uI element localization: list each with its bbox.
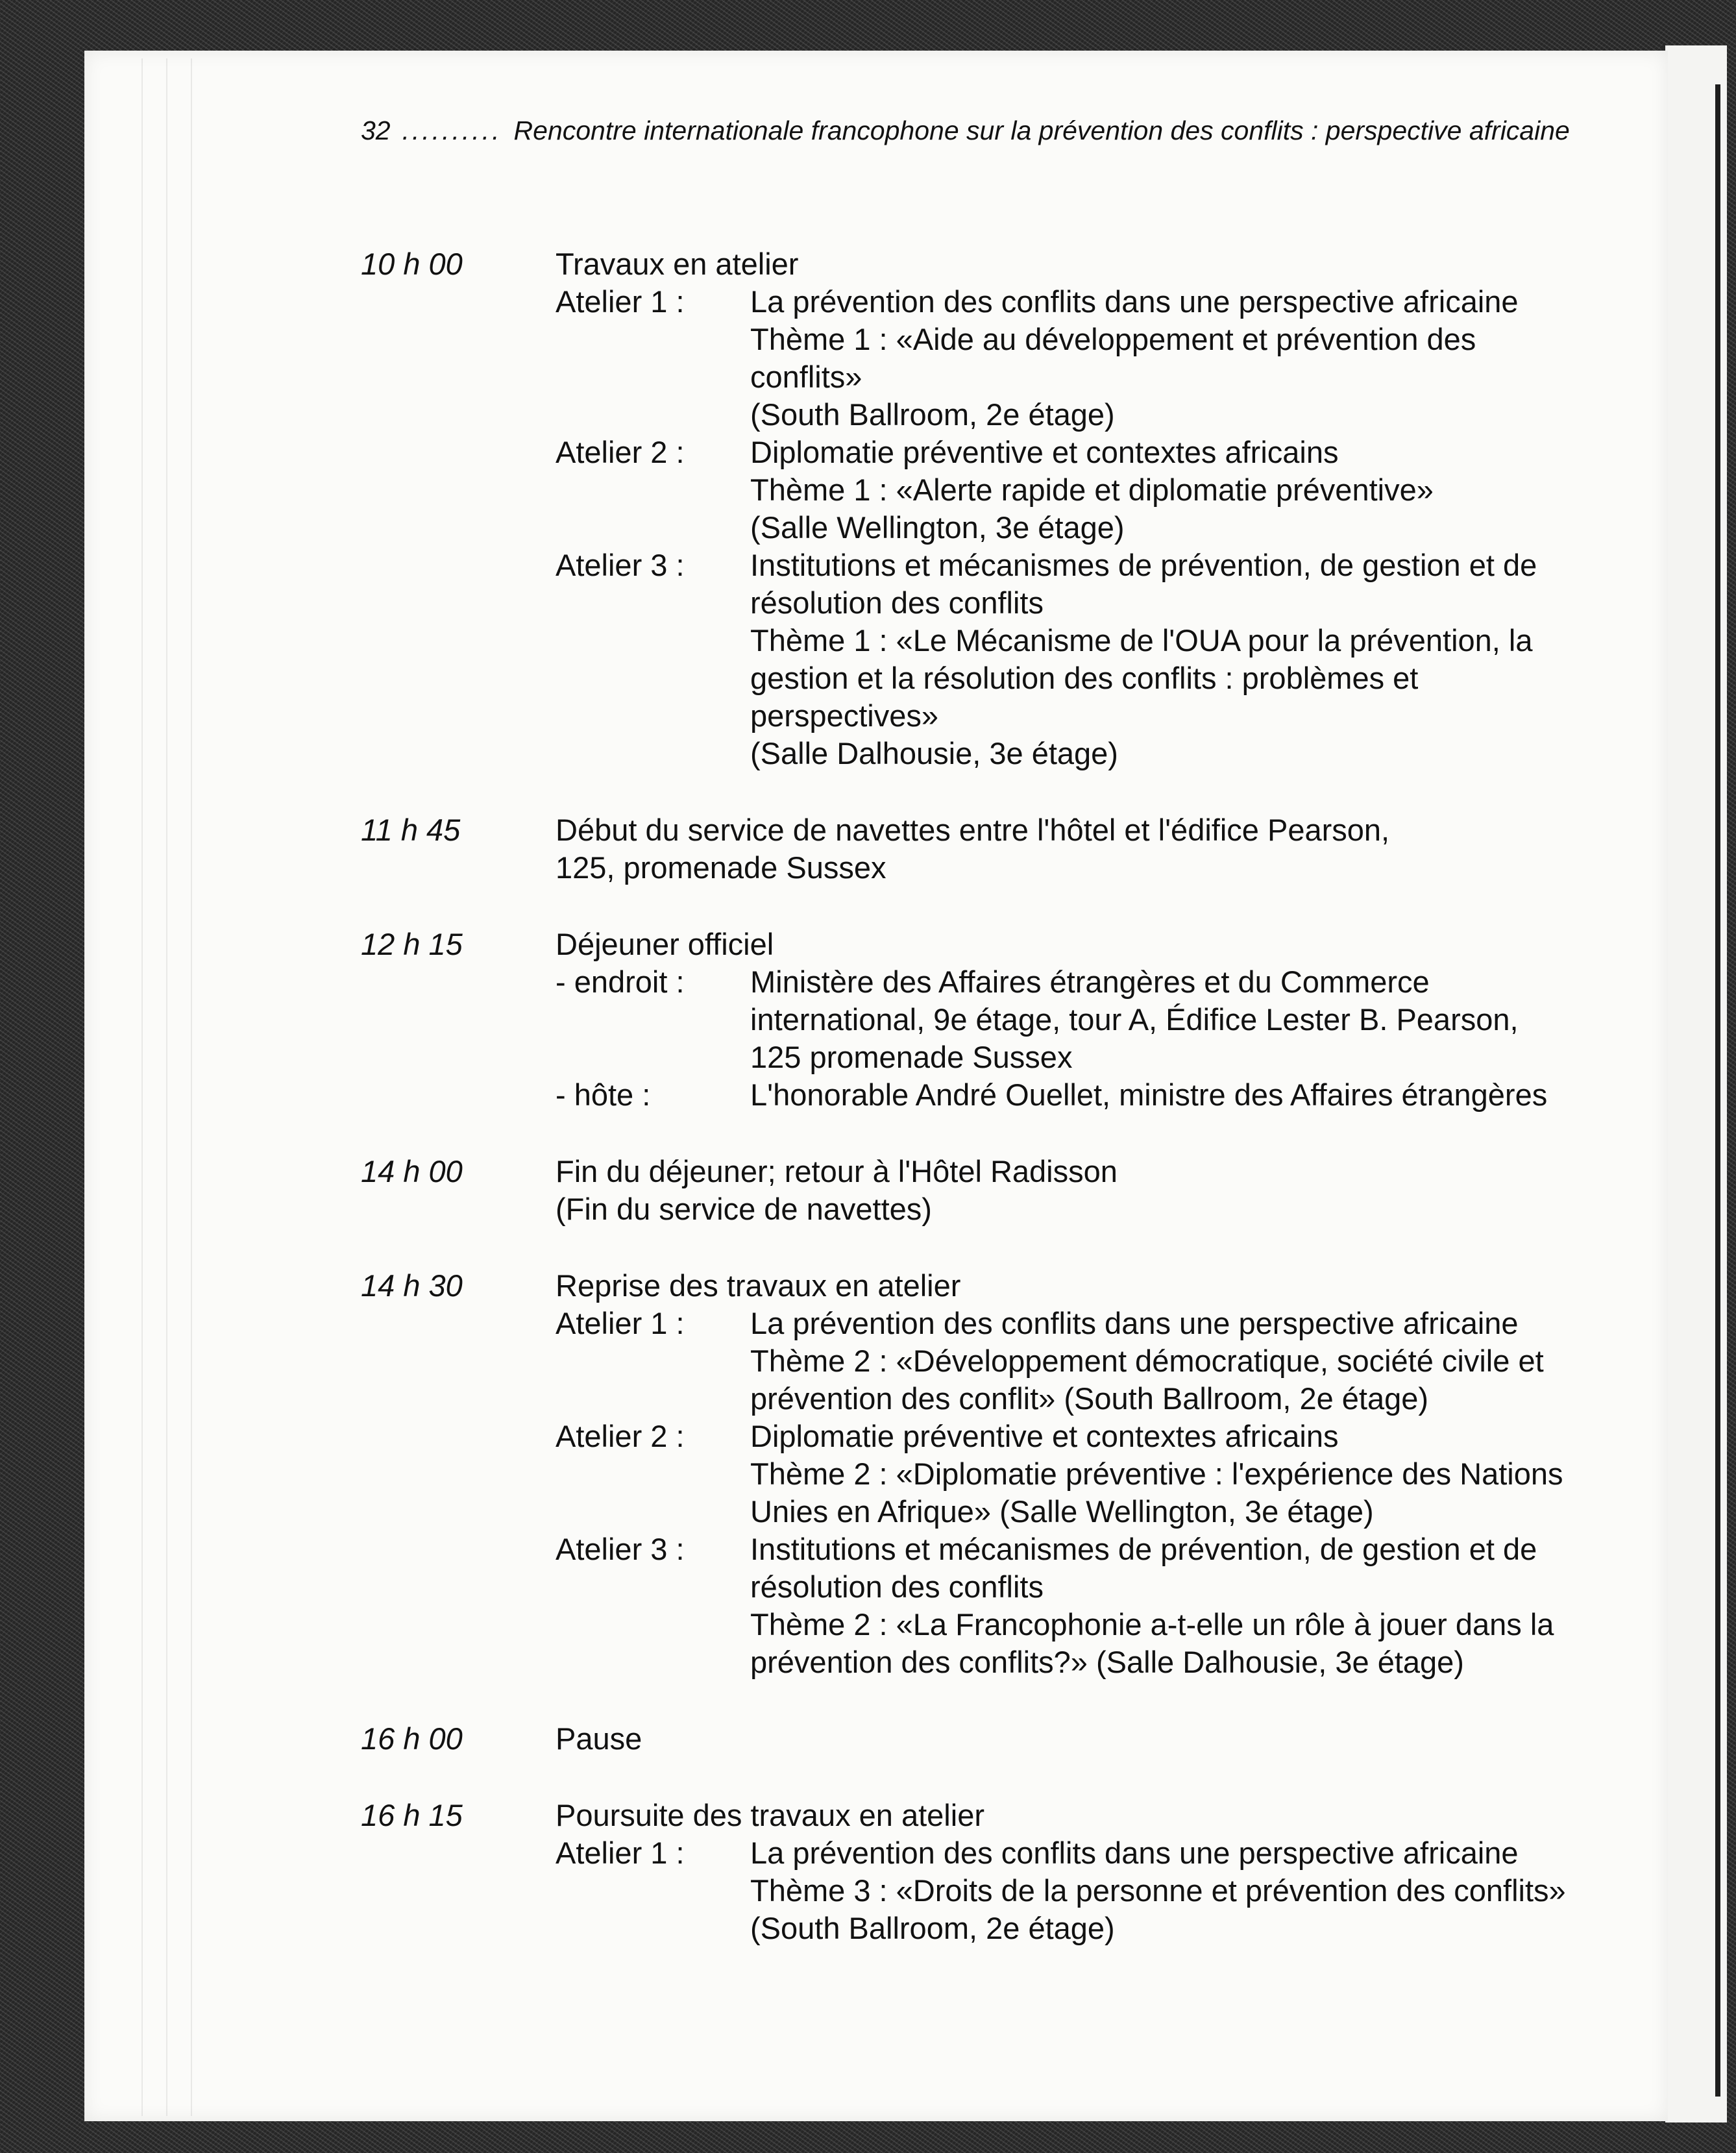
entry-title: Déjeuner officiel <box>556 927 774 961</box>
entry-time: 14 h 30 <box>361 1268 463 1303</box>
item-line: gestion et la résolution des conflits : problèmes et <box>750 661 1419 695</box>
entry-item <box>556 963 1646 1076</box>
item-line: (South Ballroom, 2e étage) <box>750 1911 1115 1945</box>
item-line: L'honorable André Ouellet, ministre des Affaires étrangères <box>750 1077 1548 1112</box>
entry-title: Travaux en atelier <box>556 247 799 281</box>
entry-time: 10 h 00 <box>361 247 463 281</box>
item-line: Ministère des Affaires étrangères et du Commerce <box>750 965 1430 999</box>
header-dots: .......... <box>402 116 502 145</box>
entry-time: 14 h 00 <box>361 1154 463 1188</box>
item-line: résolution des conflits <box>750 585 1044 620</box>
item-line: Unies en Afrique» (Salle Wellington, 3e étage) <box>750 1494 1374 1529</box>
schedule-entry <box>361 1720 1646 1758</box>
entry-body <box>556 1797 1646 1947</box>
page-number: 32 <box>361 116 391 145</box>
item-line: La prévention des conflits dans une perspective africaine <box>750 1836 1519 1870</box>
running-header <box>361 116 1646 146</box>
item-lines <box>750 547 1646 772</box>
item-lines <box>750 1305 1646 1418</box>
entry-time: 16 h 15 <box>361 1798 463 1832</box>
entry-body <box>556 926 1646 1114</box>
item-lines <box>750 1834 1646 1947</box>
entry-title: Fin du déjeuner; retour à l'Hôtel Radisson <box>556 1154 1118 1188</box>
item-line: Diplomatie préventive et contextes africains <box>750 435 1339 469</box>
schedule-entry <box>361 1153 1646 1228</box>
entry-item <box>556 1418 1646 1531</box>
item-label: Atelier 2 : <box>556 435 685 469</box>
entry-item <box>556 1834 1646 1947</box>
entry-item <box>556 1076 1646 1114</box>
entry-item <box>556 1305 1646 1418</box>
entry-title: Début du service de navettes entre l'hôtel et l'édifice Pearson, <box>556 813 1390 847</box>
entry-time: 16 h 00 <box>361 1721 463 1756</box>
entry-item <box>556 434 1646 547</box>
item-line: La prévention des conflits dans une perspective africaine <box>750 284 1519 319</box>
item-label: - endroit : <box>556 965 685 999</box>
item-lines <box>750 1418 1646 1531</box>
header-title: Rencontre internationale francophone sur la prévention des conflits : perspective africaine <box>513 116 1570 145</box>
item-label: Atelier 3 : <box>556 1532 685 1566</box>
entry-time: 12 h 15 <box>361 927 463 961</box>
entry-body <box>556 245 1646 772</box>
item-label: Atelier 1 : <box>556 1836 685 1870</box>
item-line: prévention des conflit» (South Ballroom, 2e étage) <box>750 1381 1429 1416</box>
item-line: perspectives» <box>750 698 938 733</box>
item-lines <box>750 1076 1646 1114</box>
item-line: Thème 1 : «Aide au développement et prévention des <box>750 322 1476 356</box>
entry-body <box>556 1153 1646 1228</box>
item-line: Thème 3 : «Droits de la personne et prévention des conflits» <box>750 1873 1566 1908</box>
item-label: Atelier 1 : <box>556 284 685 319</box>
entry-item <box>556 1531 1646 1681</box>
entry-extra: (Fin du service de navettes) <box>556 1192 932 1226</box>
item-lines <box>750 963 1646 1076</box>
schedule-entry <box>361 245 1646 772</box>
item-label: - hôte : <box>556 1077 651 1112</box>
item-line: Thème 2 : «Développement démocratique, société civile et <box>750 1344 1544 1378</box>
entry-extra: 125, promenade Sussex <box>556 850 886 885</box>
schedule-entry <box>361 1797 1646 1947</box>
entry-body <box>556 811 1646 887</box>
schedule-entry <box>361 1267 1646 1681</box>
item-line: (South Ballroom, 2e étage) <box>750 397 1115 432</box>
item-line: Thème 2 : «La Francophonie a-t-elle un rôle à jouer dans la <box>750 1607 1554 1642</box>
item-line: 125 promenade Sussex <box>750 1040 1073 1074</box>
item-line: conflits» <box>750 360 862 394</box>
entry-title: Reprise des travaux en atelier <box>556 1268 961 1303</box>
item-line: Institutions et mécanismes de prévention, de gestion et de <box>750 548 1537 582</box>
item-label: Atelier 3 : <box>556 548 685 582</box>
item-line: Thème 2 : «Diplomatie préventive : l'expérience des Nations <box>750 1457 1563 1491</box>
item-line: Diplomatie préventive et contextes africains <box>750 1419 1339 1453</box>
item-label: Atelier 1 : <box>556 1306 685 1340</box>
item-lines <box>750 434 1646 547</box>
schedule-entry <box>361 811 1646 887</box>
item-line: Thème 1 : «Alerte rapide et diplomatie préventive» <box>750 473 1434 507</box>
entry-title: Poursuite des travaux en atelier <box>556 1798 984 1832</box>
entry-item <box>556 283 1646 434</box>
entry-title: Pause <box>556 1721 642 1756</box>
item-line: Institutions et mécanismes de prévention, de gestion et de <box>750 1532 1537 1566</box>
item-lines <box>750 283 1646 434</box>
entry-body <box>556 1267 1646 1681</box>
item-line: (Salle Dalhousie, 3e étage) <box>750 736 1118 770</box>
item-line: Thème 1 : «Le Mécanisme de l'OUA pour la prévention, la <box>750 623 1533 658</box>
binding-shadow <box>130 58 208 2116</box>
entry-item <box>556 547 1646 772</box>
entry-body <box>556 1720 1646 1758</box>
item-lines <box>750 1531 1646 1681</box>
item-line: international, 9e étage, tour A, Édifice Lester B. Pearson, <box>750 1002 1519 1037</box>
page-edge <box>1661 45 1727 2122</box>
item-label: Atelier 2 : <box>556 1419 685 1453</box>
schedule <box>361 245 1646 1986</box>
item-line: La prévention des conflits dans une perspective africaine <box>750 1306 1519 1340</box>
item-line: résolution des conflits <box>750 1569 1044 1604</box>
entry-time: 11 h 45 <box>361 813 461 847</box>
item-line: (Salle Wellington, 3e étage) <box>750 510 1125 545</box>
item-line: prévention des conflits?» (Salle Dalhousie, 3e étage) <box>750 1645 1464 1679</box>
schedule-entry <box>361 926 1646 1114</box>
